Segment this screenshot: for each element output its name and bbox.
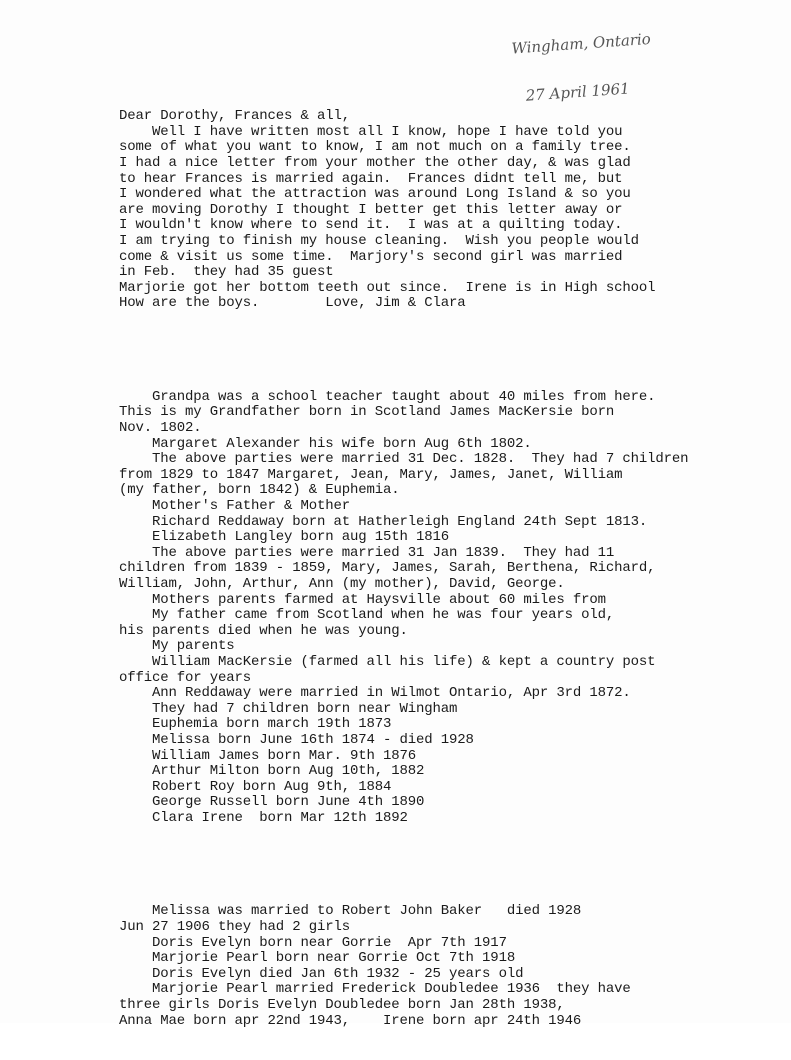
letter-line: How are the boys. Love, Jim & Clara — [119, 295, 466, 312]
letter-paragraph-family-history — [119, 390, 779, 827]
letter-line: Melissa was married to Robert John Baker died 1928 — [119, 903, 582, 920]
letter-line: Arthur Milton born Aug 10th, 1882 — [119, 763, 425, 780]
letter-line: William, John, Arthur, Ann (my mother), David, George. — [119, 576, 565, 592]
letter-line: Richard Reddaway born at Hatherleigh England 24th Sept 1813. — [119, 513, 648, 530]
letter-line: Dear Dorothy, Frances & all, — [119, 108, 351, 125]
letter-line: from 1829 to 1847 Margaret, Jean, Mary, James, Janet, William — [119, 466, 623, 483]
letter-line: William James born Mar. 9th 1876 — [119, 747, 417, 764]
letter-line: Mother's Father & Mother — [119, 498, 351, 515]
letter-line: Elizabeth Langley born aug 15th 1816 — [119, 529, 450, 546]
letter-line: Grandpa was a school teacher taught about 40 miles from here. — [119, 388, 656, 405]
letter-line: Nov. 1802. — [119, 420, 202, 437]
letter-line: Marjorie Pearl born near Gorrie Oct 7th 1918 — [119, 950, 516, 967]
letter-line: Margaret Alexander his wife born Aug 6th 1802. — [119, 435, 532, 452]
letter-line: The above parties were married 31 Dec. 1828. They had 7 children — [119, 451, 689, 468]
letter-paragraph-melissa-family — [119, 904, 779, 1029]
letter-line: This is my Grandfather born in Scotland James MacKersie born — [119, 404, 615, 421]
letter-line: I had a nice letter from your mother the other day, & was glad — [119, 154, 631, 171]
letter-line: I am trying to finish my house cleaning. Wish you people would — [119, 232, 639, 249]
handwritten-date: 27 April 1961 — [525, 79, 631, 105]
letter-line: William MacKersie (farmed all his life) & kept a country post — [119, 653, 656, 670]
letter-line: Jun 27 1906 they had 2 girls — [119, 919, 351, 936]
letter-line: three girls Doris Evelyn Doubledee born Jan 28th 1938, — [119, 997, 565, 1014]
letter-line: My parents — [119, 638, 235, 655]
letter-line: in Feb. they had 35 guest — [119, 264, 334, 281]
letter-line: George Russell born June 4th 1890 — [119, 794, 425, 811]
paragraph-gap — [119, 343, 779, 359]
typed-letter-body — [119, 78, 779, 1060]
letter-line: his parents died when he was young. — [119, 622, 408, 639]
letter-line: Anna Mae born apr 22nd 1943, Irene born apr 24th 1946 — [119, 1012, 582, 1029]
letter-line: office for years — [119, 669, 252, 686]
letter-paragraph-greeting — [119, 109, 779, 312]
letter-line: Well I have written most all I know, hope I have told you — [119, 123, 623, 140]
letter-line: Doris Evelyn died Jan 6th 1932 - 25 years old — [119, 965, 524, 982]
letter-line: Robert Roy born Aug 9th, 1884 — [119, 778, 392, 795]
letter-line: (my father, born 1842) & Euphemia. — [119, 482, 400, 499]
letter-line: Mothers parents farmed at Haysville about 60 miles from — [119, 591, 606, 608]
letter-line: I wouldn't know where to send it. I was at a quilting today. — [119, 217, 623, 234]
letter-line: come & visit us some time. Marjory's second girl was married — [119, 248, 623, 265]
paragraph-gap — [119, 858, 779, 874]
letter-line: Euphemia born march 19th 1873 — [119, 716, 392, 733]
letter-line: Clara Irene born Mar 12th 1892 — [119, 809, 408, 826]
letter-line: The above parties were married 31 Jan 1839. They had 11 — [119, 544, 615, 561]
letter-line: Ann Reddaway were married in Wilmot Ontario, Apr 3rd 1872. — [119, 685, 631, 702]
letter-line: are moving Dorothy I thought I better get this letter away or — [119, 201, 623, 218]
letter-line: children from 1839 - 1859, Mary, James, Sarah, Berthena, Richard, — [119, 560, 656, 577]
letter-line: Marjorie Pearl married Frederick Doubledee 1936 they have — [119, 981, 631, 998]
letter-line: Marjorie got her bottom teeth out since. Irene is in High school — [119, 279, 656, 296]
letter-line: to hear Frances is married again. Frances didnt tell me, but — [119, 170, 623, 187]
letter-line: Doris Evelyn born near Gorrie Apr 7th 1917 — [119, 934, 507, 951]
handwritten-place: Wingham, Ontario — [510, 29, 652, 58]
letter-line: some of what you want to know, I am not much on a family tree. — [119, 139, 631, 156]
letter-line: I wondered what the attraction was around Long Island & so you — [119, 186, 631, 203]
letter-line: Melissa born June 16th 1874 - died 1928 — [119, 731, 474, 748]
letter-line: They had 7 children born near Wingham — [119, 700, 458, 717]
letter-line: My father came from Scotland when he was four years old, — [119, 607, 615, 624]
